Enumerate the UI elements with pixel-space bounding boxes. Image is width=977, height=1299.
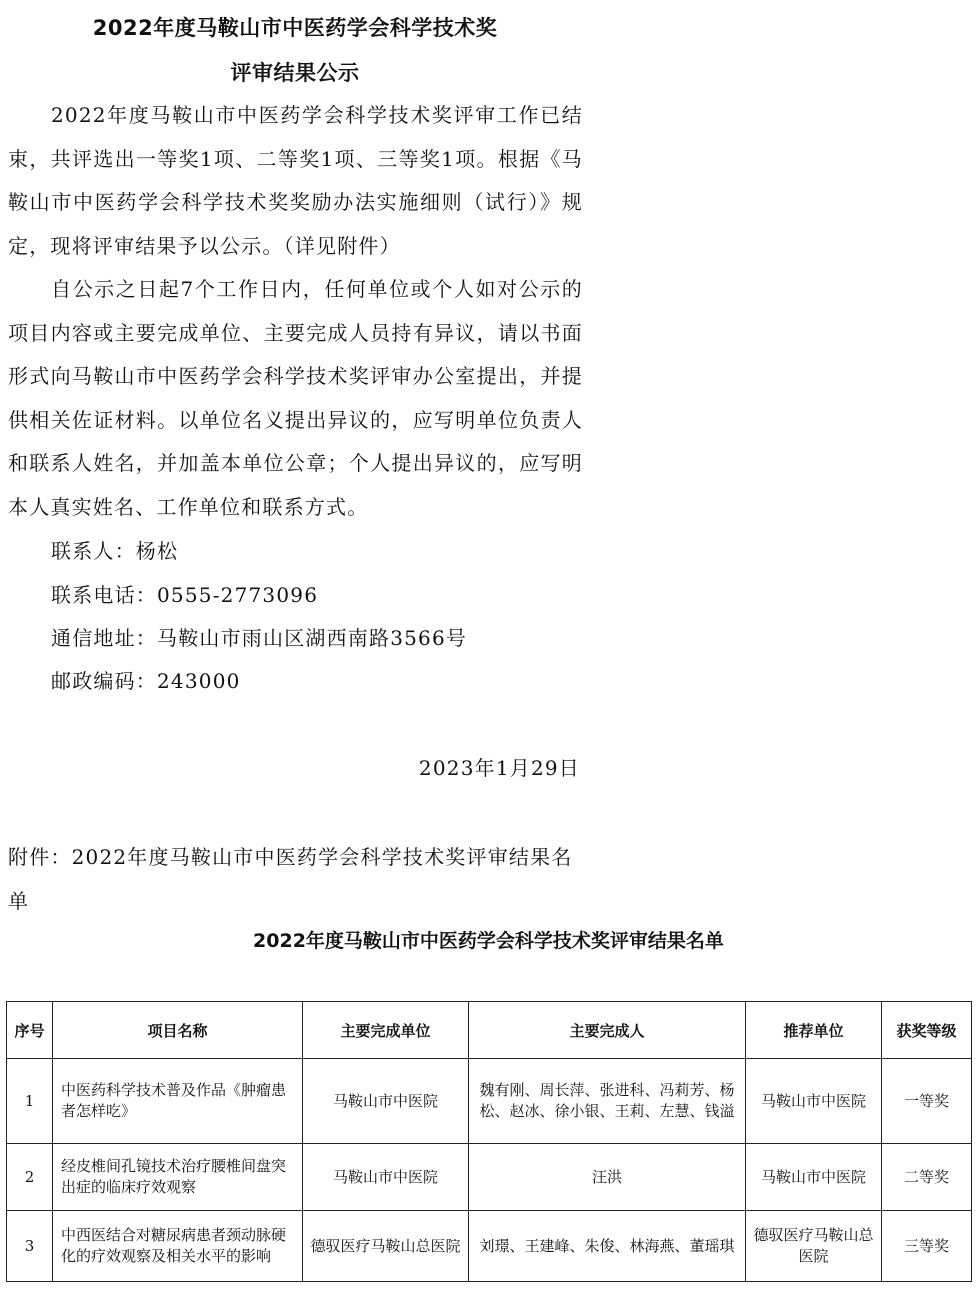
- document-date: 2023年1月29日: [418, 756, 580, 780]
- attachment-note: 附件：2022年度马鞍山市中医药学会科学技术奖评审结果名单: [8, 845, 573, 913]
- cell-no: 1: [7, 1059, 53, 1144]
- cell-recommender: 马鞍山市中医院: [746, 1059, 882, 1144]
- cell-level: 三等奖: [882, 1211, 972, 1282]
- cell-people: 汪洪: [469, 1144, 746, 1211]
- cell-project: 中医药科学技术普及作品《肿瘤患者怎样吃》: [53, 1059, 303, 1144]
- header-project: 项目名称: [53, 1002, 303, 1059]
- intro-paragraph: 2022年度马鞍山市中医药学会科学技术奖评审工作已结束，共评选出一等奖1项、二等奖1项、三等奖1项。根据《马鞍山市中医药学会科学技术奖奖励办法实施细则（试行）》规定，现将评审结果予以公示。（详见附件）: [8, 103, 583, 258]
- header-people: 主要完成人: [469, 1002, 746, 1059]
- cell-no: 3: [7, 1211, 53, 1282]
- cell-no: 2: [7, 1144, 53, 1211]
- cell-project: 经皮椎间孔镜技术治疗腰椎间盘突出症的临床疗效观察: [53, 1144, 303, 1211]
- cell-unit: 德驭医疗马鞍山总医院: [303, 1211, 469, 1282]
- cell-people: 魏有刚、周长萍、张进科、冯莉芳、杨松、赵冰、徐小银、王莉、左慧、钱溢: [469, 1059, 746, 1144]
- results-table: [6, 1001, 972, 1282]
- contact-person: 联系人：杨松: [51, 539, 179, 563]
- table-row: [7, 1144, 972, 1211]
- table-header-row: [7, 1002, 972, 1059]
- header-recommender: 推荐单位: [746, 1002, 882, 1059]
- contact-phone: 联系电话：0555-2773096: [51, 583, 319, 607]
- header-unit: 主要完成单位: [303, 1002, 469, 1059]
- document-subtitle: 评审结果公示: [230, 61, 360, 85]
- cell-recommender: 马鞍山市中医院: [746, 1144, 882, 1211]
- results-table-title: 2022年度马鞍山市中医药学会科学技术奖评审结果名单: [253, 930, 724, 952]
- contact-address: 通信地址：马鞍山市雨山区湖西南路3566号: [51, 626, 468, 650]
- cell-people: 刘璟、王建峰、朱俊、林海燕、董瑶琪: [469, 1211, 746, 1282]
- contact-postcode: 邮政编码：243000: [51, 669, 241, 693]
- cell-unit: 马鞍山市中医院: [303, 1144, 469, 1211]
- cell-recommender: 德驭医疗马鞍山总医院: [746, 1211, 882, 1282]
- header-level: 获奖等级: [882, 1002, 972, 1059]
- cell-level: 一等奖: [882, 1059, 972, 1144]
- header-no: 序号: [7, 1002, 53, 1059]
- table-row: [7, 1211, 972, 1282]
- cell-unit: 马鞍山市中医院: [303, 1059, 469, 1144]
- objection-paragraph: 自公示之日起7个工作日内，任何单位或个人如对公示的项目内容或主要完成单位、主要完成人员持有异议，请以书面形式向马鞍山市中医药学会科学技术奖评审办公室提出，并提供相关佐证材料。以单位名义提出异议的，应写明单位负责人和联系人姓名，并加盖本单位公章；个人提出异议的，应写明本人真实姓名、工作单位和联系方式。: [8, 277, 583, 519]
- table-row: [7, 1059, 972, 1144]
- cell-project: 中西医结合对糖尿病患者颈动脉硬化的疗效观察及相关水平的影响: [53, 1211, 303, 1282]
- document-title: 2022年度马鞍山市中医药学会科学技术奖: [92, 16, 498, 40]
- cell-level: 二等奖: [882, 1144, 972, 1211]
